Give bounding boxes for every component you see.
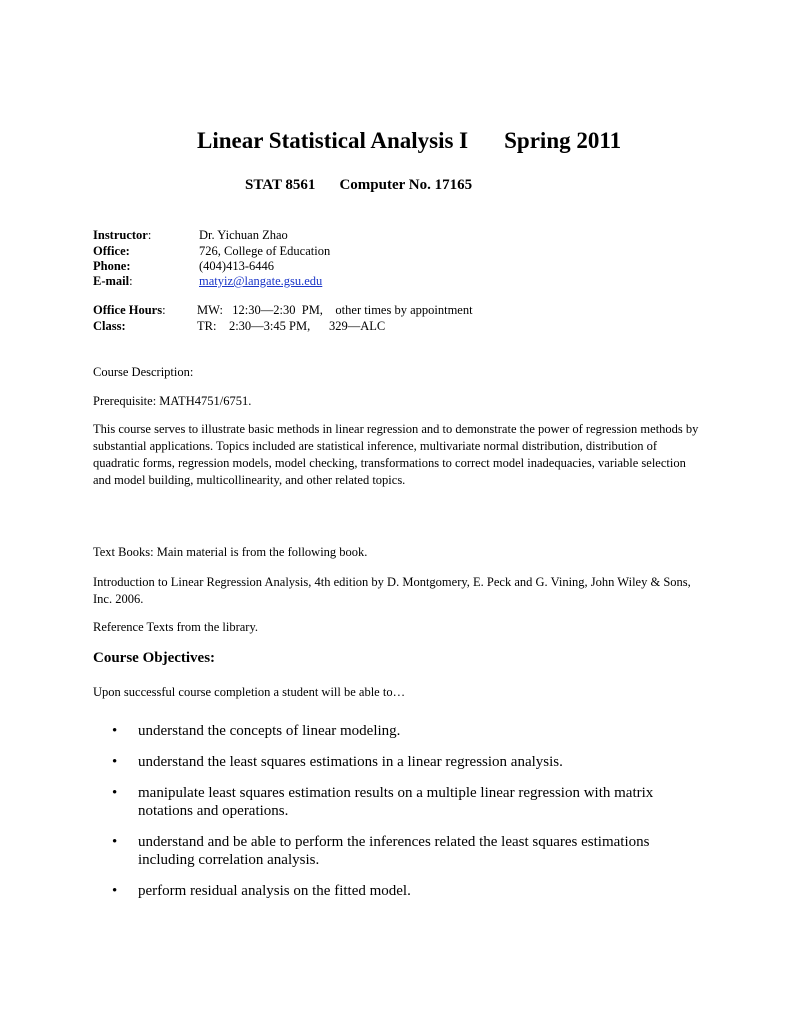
list-item xyxy=(110,882,690,900)
document-title xyxy=(197,128,621,154)
bullet-icon: • xyxy=(112,883,118,899)
objectives-list xyxy=(110,722,690,913)
objectives-intro: Upon successful course completion a student will be able to… xyxy=(93,685,406,699)
textbooks-line: Text Books: Main material is from the following book. xyxy=(93,545,368,559)
bullet-icon: • xyxy=(112,834,118,850)
objective-text: perform residual analysis on the fitted model. xyxy=(138,883,411,899)
class-value: TR: 2:30—3:45 PM, 329—ALC xyxy=(197,319,386,333)
instructor-label: Instructor: xyxy=(93,228,152,242)
list-item xyxy=(110,753,690,771)
office-value: 726, College of Education xyxy=(199,244,331,258)
list-item xyxy=(110,833,690,869)
bullet-icon: • xyxy=(112,754,118,770)
objective-text: understand and be able to perform the inferences related the least squares estimations including correlation analysis. xyxy=(138,834,650,868)
objectives-heading: Course Objectives: xyxy=(93,650,216,666)
objective-text: manipulate least squares estimation results on a multiple linear regression with matrix notations and operations. xyxy=(138,785,654,819)
class-label: Class: xyxy=(93,319,126,333)
email-link[interactable]: matyiz@langate.gsu.edu xyxy=(199,274,323,288)
office-hours-label: Office Hours: xyxy=(93,303,166,317)
textbook-citation: Introduction to Linear Regression Analysis, 4th edition by D. Montgomery, E. Peck and G. Vining, John Wiley & Sons, Inc. 2006. xyxy=(93,575,691,606)
office-hours-value: MW: 12:30—2:30 PM, other times by appointment xyxy=(197,303,473,317)
instructor-value: Dr. Yichuan Zhao xyxy=(199,228,288,242)
phone-value: (404)413-6446 xyxy=(199,259,274,273)
email-label: E-mail: xyxy=(93,274,133,288)
bullet-icon: • xyxy=(112,785,118,801)
course-code: STAT 8561 xyxy=(245,177,316,193)
course-description: This course serves to illustrate basic methods in linear regression and to demonstrate the power of regression methods by substantial applications. Topics included are statistical inference, multivariate normal distribution, distribution of quadratic forms, regression models, model checking, transformations to correct model inadequacies, variable selection and model building, multicollinearity, and other related topics. xyxy=(93,422,699,487)
course-term: Spring 2011 xyxy=(504,128,622,153)
reference-texts: Reference Texts from the library. xyxy=(93,620,259,634)
list-item xyxy=(110,784,690,820)
objective-text: understand the concepts of linear modeling. xyxy=(138,723,401,739)
list-item xyxy=(110,722,690,740)
course-description-heading: Course Description: xyxy=(93,365,194,379)
office-label: Office: xyxy=(93,244,130,258)
objective-text: understand the least squares estimations in a linear regression analysis. xyxy=(138,754,563,770)
computer-number: Computer No. 17165 xyxy=(339,177,473,193)
bullet-icon: • xyxy=(112,723,118,739)
course-title: Linear Statistical Analysis I xyxy=(197,128,469,153)
prerequisite: Prerequisite: MATH4751/6751. xyxy=(93,394,252,408)
course-subtitle xyxy=(245,177,472,194)
phone-label: Phone: xyxy=(93,259,131,273)
